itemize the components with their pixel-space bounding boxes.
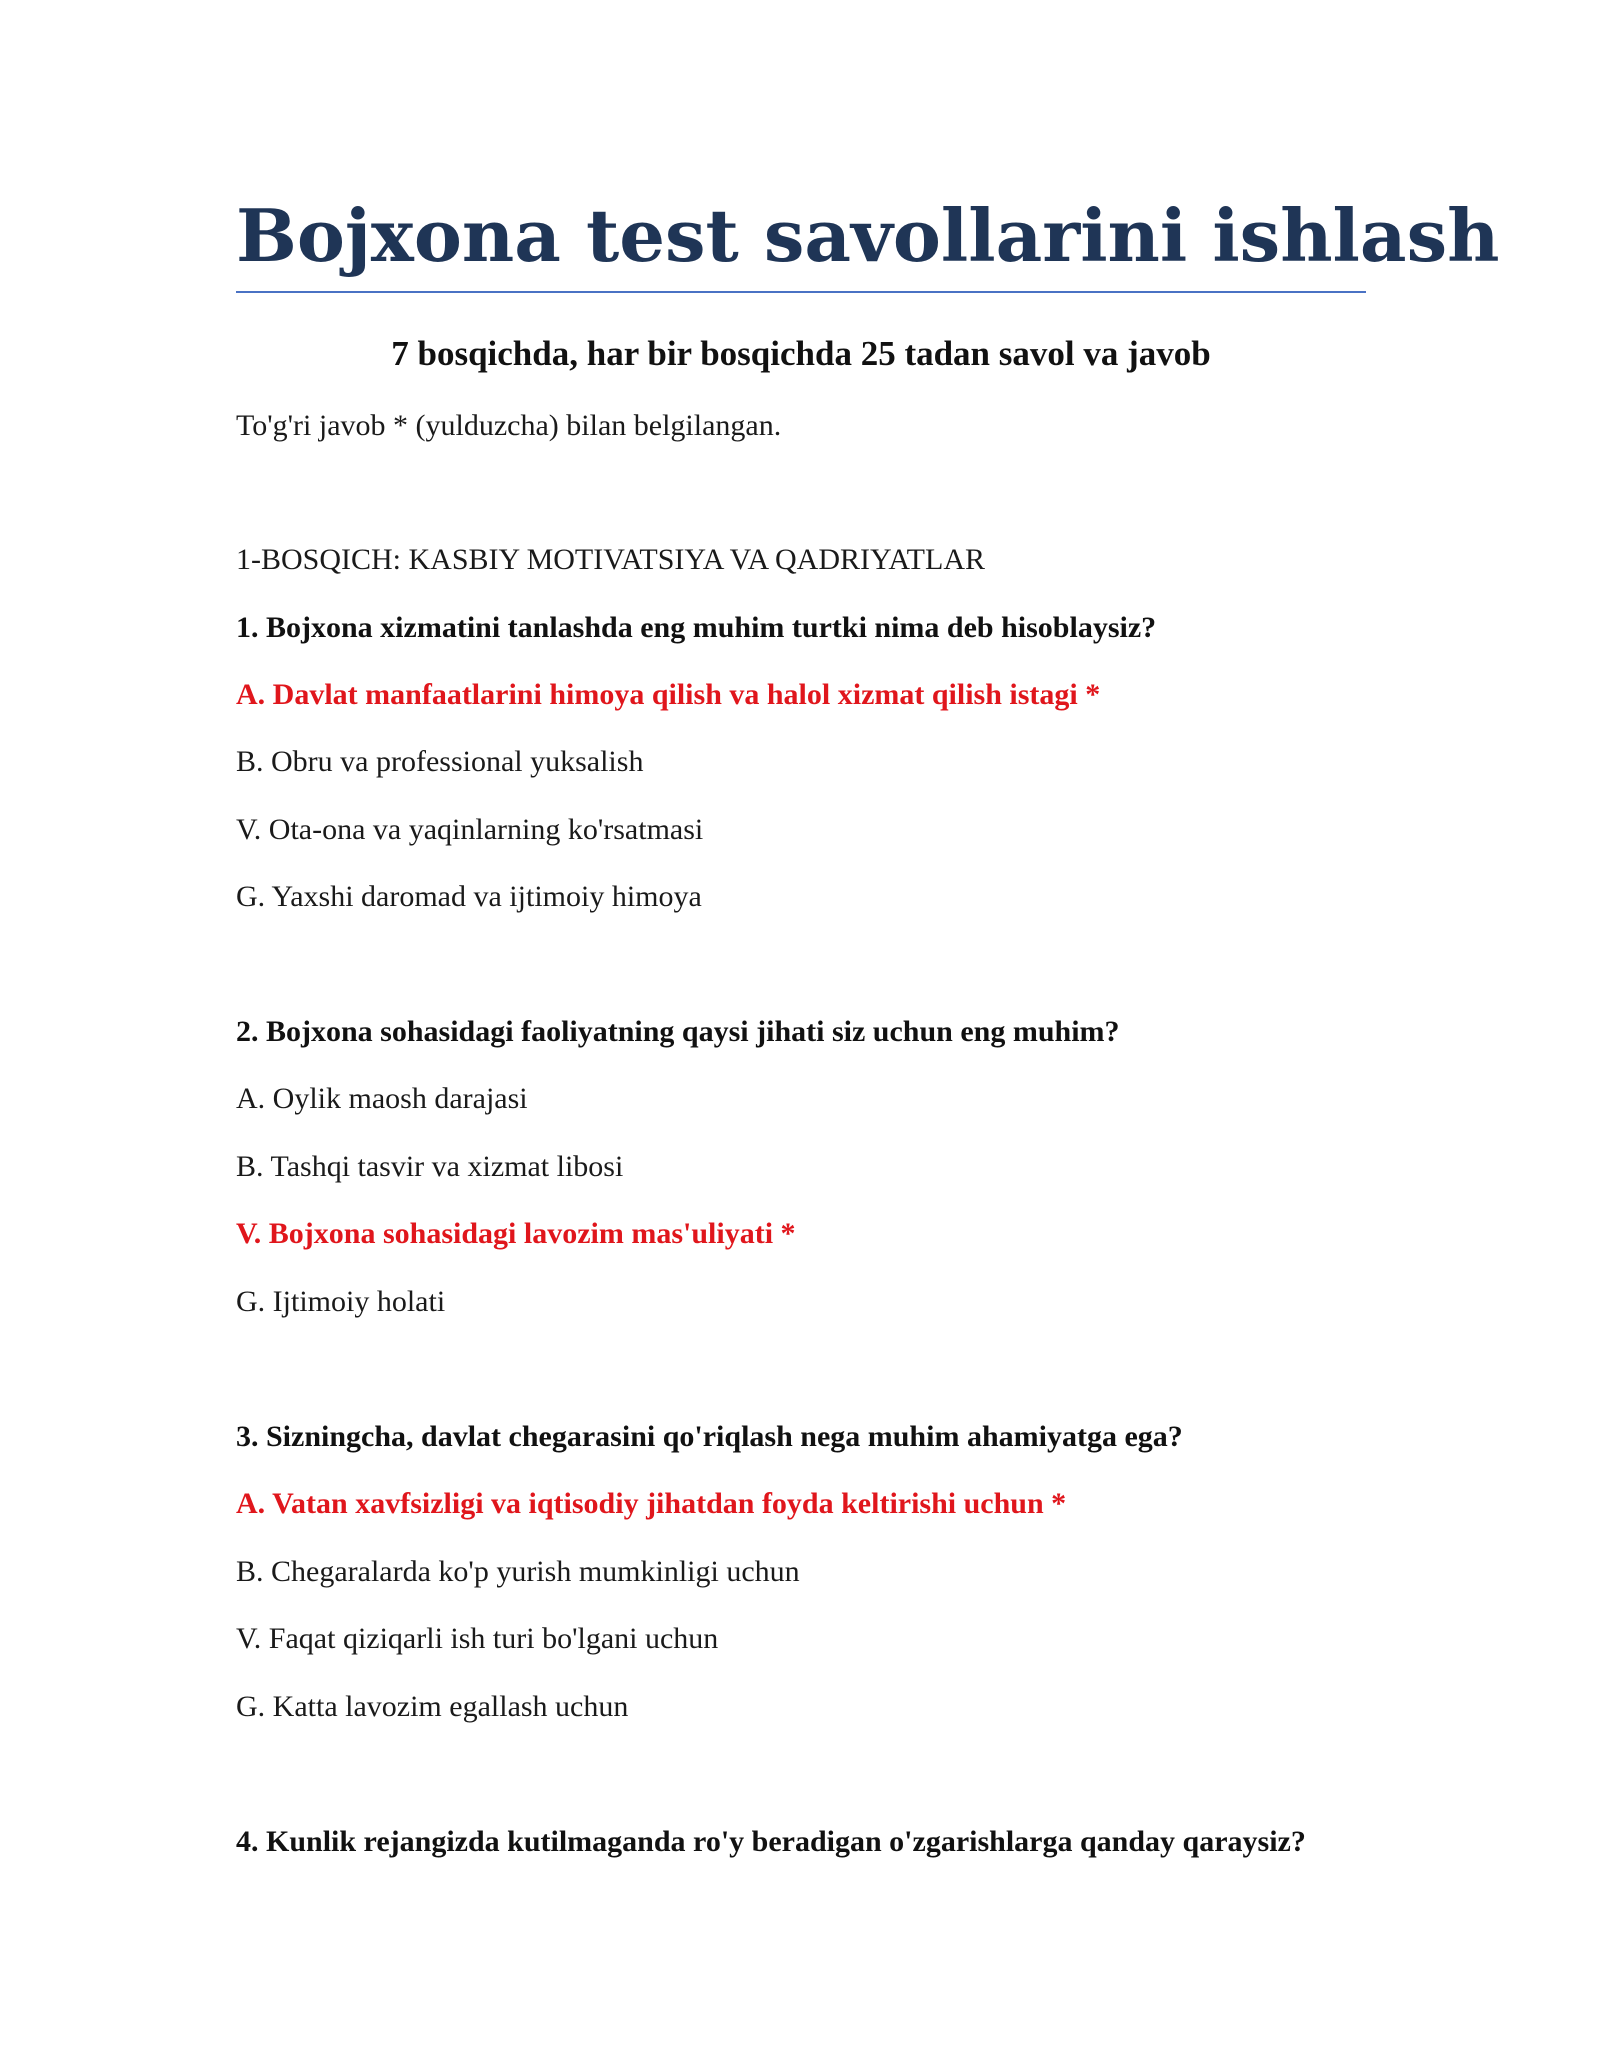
question-text: 1. Bojxona xizmatini tanlashda eng muhim turtki nima deb hisoblaysiz?	[236, 611, 1157, 644]
answer-option-correct: V. Bojxona sohasidagi lavozim mas'uliyati *	[236, 1217, 796, 1250]
document-title: Bojxona test savollarini ishlash	[236, 193, 1500, 278]
answer-option: B. Obru va professional yuksalish	[236, 745, 644, 778]
answer-key-note: To'g'ri javob * (yulduzcha) bilan belgilangan.	[236, 409, 782, 442]
answer-option-correct: A. Davlat manfaatlarini himoya qilish va halol xizmat qilish istagi *	[236, 678, 1101, 711]
answer-option: A. Oylik maosh darajasi	[236, 1082, 528, 1115]
question-text: 3. Sizningcha, davlat chegarasini qo'riqlash nega muhim ahamiyatga ega?	[236, 1420, 1183, 1453]
answer-option-correct: A. Vatan xavfsizligi va iqtisodiy jihatdan foyda keltirishi uchun *	[236, 1487, 1067, 1520]
answer-option: G. Yaxshi daromad va ijtimoiy himoya	[236, 880, 702, 913]
title-underline	[236, 291, 1366, 293]
answer-option: G. Ijtimoiy holati	[236, 1285, 446, 1318]
answer-option: G. Katta lavozim egallash uchun	[236, 1690, 629, 1723]
answer-option: B. Chegaralarda ko'p yurish mumkinligi uchun	[236, 1555, 800, 1588]
document-subtitle: 7 bosqichda, har bir bosqichda 25 tadan savol va javob	[391, 334, 1211, 373]
question-text: 4. Kunlik rejangizda kutilmaganda ro'y beradigan o'zgarishlarga qanday qaraysiz?	[236, 1825, 1306, 1858]
section-heading: 1-BOSQICH: KASBIY MOTIVATSIYA VA QADRIYATLAR	[236, 543, 985, 576]
answer-option: V. Faqat qiziqarli ish turi bo'lgani uchun	[236, 1622, 719, 1655]
answer-option: V. Ota-ona va yaqinlarning ko'rsatmasi	[236, 813, 704, 846]
answer-option: B. Tashqi tasvir va xizmat libosi	[236, 1150, 624, 1183]
question-text: 2. Bojxona sohasidagi faoliyatning qaysi jihati siz uchun eng muhim?	[236, 1015, 1120, 1048]
